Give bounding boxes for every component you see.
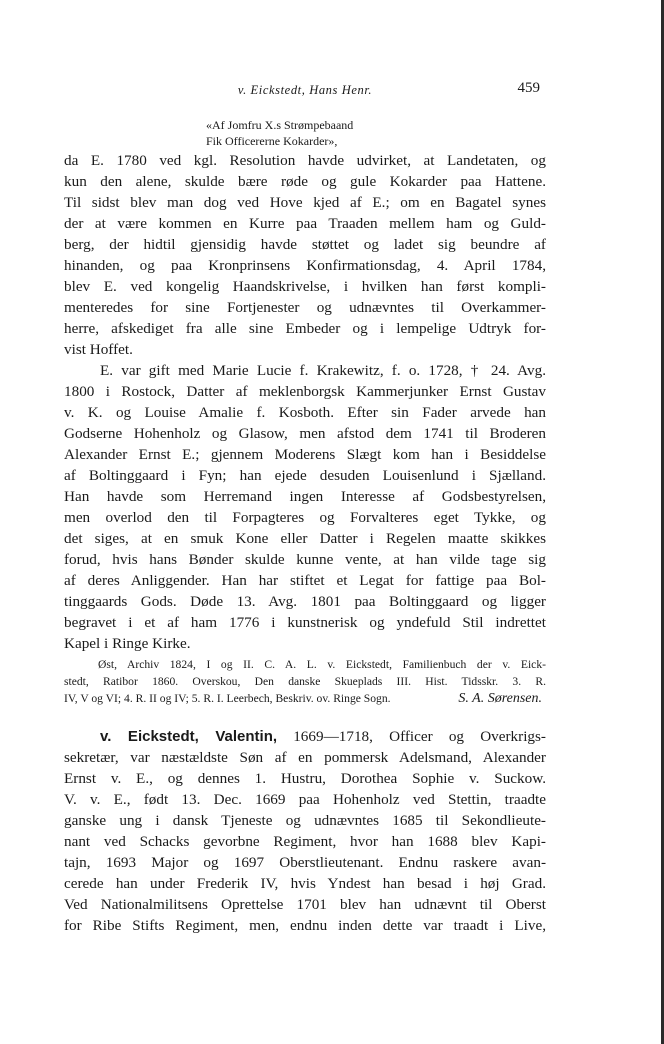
entry-line: nant ved Schacks gevorbne Regiment, hvor han 1688 blev Kapi-: [64, 833, 546, 850]
entry-first-line-rest: 1669—1718, Officer og Overkrigs-: [293, 728, 546, 745]
body-line: Alexander Ernst E.; gjennem Moderens Slægt kom han i Besiddelse: [64, 446, 546, 463]
body-line: menteredes for sine Fortjenester og udnævntes til Overkammer-: [64, 299, 546, 316]
running-title: v. Eickstedt, Hans Henr.: [237, 83, 373, 97]
body-line: v. K. og Louise Amalie f. Kosboth. Efter sin Fader arvede han: [64, 404, 546, 421]
reference-line: IV, V og VI; 4. R. II og IV; 5. R. I. Leerbech, Beskriv. ov. Ringe Sogn.: [64, 692, 391, 705]
reference-line: stedt, Ratibor 1860. Overskou, Den danske Skueplads III. Hist. Tidsskr. 3. R.: [64, 675, 546, 688]
entry-line: tajn, 1693 Major og 1697 Oberstlieutenant. Endnu raskere avan-: [64, 854, 546, 871]
page-number: 459: [517, 80, 540, 96]
verse-quote-line: «Af Jomfru X.s Strømpebaand: [206, 118, 354, 132]
body-line: Godserne Hohenholz og Glasow, men afstod dem 1741 til Broderen: [64, 425, 546, 442]
entry-line: cerede han under Frederik IV, hvis Yndest han besad i høj Grad.: [64, 875, 546, 892]
body-line: tinggaards Gods. Døde 13. Avg. 1801 paa Boltinggaard og ligger: [64, 593, 546, 610]
verse-quote-line: Fik Officererne Kokarder»,: [206, 134, 338, 148]
body-line: af Boltinggaard i Fyn; han ejede desuden Louisenlund i Sjælland.: [64, 467, 546, 484]
body-line: da E. 1780 ved kgl. Resolution havde udvirket, at Landetaten, og: [64, 152, 546, 169]
body-line: Han havde som Herremand ingen Interesse af Godsbestyrelsen,: [64, 488, 546, 505]
entry-line: sekretær, var næstældste Søn af en pommersk Adelsmand, Alexander: [64, 749, 546, 766]
body-line: men overlod den til Forpagteres og Forvalteres eget Tykke, og: [64, 509, 546, 526]
entry-first-line: [100, 727, 546, 748]
running-head: [64, 80, 546, 100]
body-line: der at være kommen en Kurre paa Traaden mellem ham og Guld-: [64, 215, 546, 232]
body-line: kun den alene, skulde bære røde og gule Kokarder paa Hattene.: [64, 173, 546, 190]
entry-line: Ernst v. E., og dennes 1. Hustru, Dorothea Sophie v. Suckow.: [64, 770, 546, 787]
body-line: berg, der hidtil gjensidig havde støttet og ladet sig beundre af: [64, 236, 546, 253]
entry-line: V. v. E., født 13. Dec. 1669 paa Hohenholz ved Stettin, traadte: [64, 791, 546, 808]
author-signature: S. A. Sørensen.: [458, 691, 542, 706]
body-line: af deres Anliggender. Han har stiftet et Legat for fattige paa Bol-: [64, 572, 546, 589]
body-line: hinanden, og paa Kronprinsens Konfirmationsdag, 4. April 1784,: [64, 257, 546, 274]
entry-name: v. Eickstedt, Valentin,: [100, 728, 278, 745]
body-line: begravet i et af ham 1776 i kunstnerisk og yndefuld Stil indrettet: [64, 614, 546, 631]
body-line: Kapel i Ringe Kirke.: [64, 635, 191, 652]
entry-line: ganske ung i dansk Tjeneste og udnævntes 1685 til Sekondlieute-: [64, 812, 546, 829]
body-line: det siges, at en smuk Kone eller Datter i Regelen maatte skikkes: [64, 530, 546, 547]
entry-line: for Ribe Stifts Regiment, men, endnu inden dette var traadt i Live,: [64, 917, 546, 934]
reference-line: Øst, Archiv 1824, I og II. C. A. L. v. Eickstedt, Familienbuch der v. Eick-: [98, 658, 546, 671]
body-line: blev E. ved kongelig Haandskrivelse, i hvilken han først kompli-: [64, 278, 546, 295]
body-line: E. var gift med Marie Lucie f. Krakewitz, f. o. 1728, † 24. Avg.: [100, 362, 546, 379]
entry-line: Ved Nationalmilitsens Oprettelse 1701 blev han udnævnt til Oberst: [64, 896, 546, 913]
body-line: vist Hoffet.: [64, 341, 133, 358]
body-line: 1800 i Rostock, Datter af meklenborgsk Kammerjunker Ernst Gustav: [64, 383, 546, 400]
body-line: herre, afskediget fra alle sine Embeder og i lempelige Udtryk for-: [64, 320, 546, 337]
body-line: Til sidst blev man dog ved Hove kjed af E.; om en Bagatel synes: [64, 194, 546, 211]
body-line: forud, hvis hans Bønder skulde kunne vente, at han vilde tage sig: [64, 551, 546, 568]
